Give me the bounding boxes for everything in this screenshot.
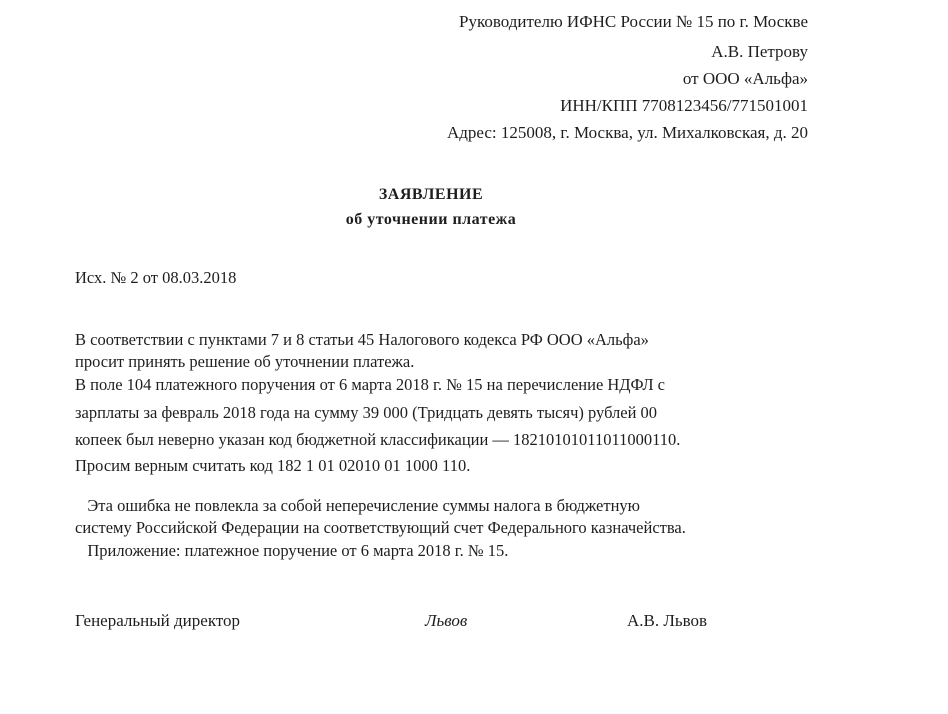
body-line: просит принять решение об уточнении платежа. [75, 352, 415, 371]
body-line: В соответствии с пунктами 7 и 8 статьи 45 Налогового кодекса РФ ООО «Альфа» [75, 330, 649, 349]
sender-company: от ООО «Альфа» [682, 69, 808, 88]
body-line: системy Российской Федерации на соответствующий счет Федерального казначейства. [75, 518, 686, 537]
handwritten-signature: Львов [425, 611, 468, 630]
addressee-line: Руководителю ИФНС России № 15 по г. Москве [458, 12, 808, 31]
signatory-position: Генеральный директор [75, 611, 241, 630]
sender-address: Адрес: 125008, г. Москва, ул. Михалковская, д. 20 [446, 123, 808, 142]
outgoing-reference: Исх. № 2 от 08.03.2018 [75, 268, 237, 287]
document-title: ЗАЯВЛЕНИЕ [378, 186, 484, 203]
document-subtitle: об уточнении платежа [345, 211, 517, 228]
body-line: Просим верным считать код 182 1 01 02010 01 1000 110. [75, 456, 471, 475]
sender-inn-kpp: ИНН/КПП 7708123456/771501001 [560, 96, 808, 115]
body-line: копеек был неверно указан код бюджетной классификации — 18210101011011000110. [75, 430, 681, 449]
body-line: зарплаты за февраль 2018 года на сумму 39 000 (Тридцать девять тысяч) рублей 00 [75, 403, 658, 422]
body-line: В поле 104 платежного поручения от 6 марта 2018 г. № 15 на перечисление НДФЛ с [75, 375, 665, 394]
body-line: Эта ошибка не повлекла за собой неперечисление суммы налога в бюджетную [75, 496, 640, 515]
signatory-name: А.В. Львов [627, 611, 708, 630]
attachment-line: Приложение: платежное поручение от 6 марта 2018 г. № 15. [75, 541, 509, 560]
addressee-name: А.В. Петрову [711, 42, 808, 61]
